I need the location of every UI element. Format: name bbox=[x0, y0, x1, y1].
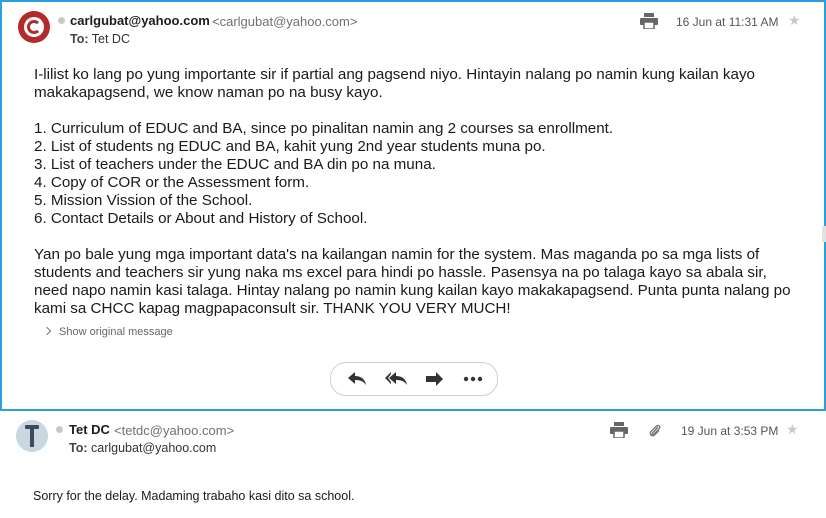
list-item: 3. List of teachers under the EDUC and BA din po na muna. bbox=[34, 156, 436, 173]
more-icon[interactable] bbox=[461, 369, 485, 389]
body-closing: Yan po bale yung mga important data's na kailangan namin for the system. Mas maganda po sa mga lists of students and teachers sir yung naka ms excel para hindi po hassle. Pasensya na po talaga kayo sa abala sir, need napo namin kasi talaga. Hintay nalang po namin kung kailan kayo makakapagsend. Punta punta nalang po kami sa CHCC kapag magpapaconsult sir. THANK YOU VERY MUCH! bbox=[34, 246, 791, 317]
scrollbar[interactable] bbox=[822, 226, 826, 242]
status-dot bbox=[58, 17, 65, 24]
paperclip-icon[interactable] bbox=[648, 423, 662, 444]
body-intro: I-lilist ko lang po yung importante sir if partial ang pagsend niyo. Hintayin nalang po namin kung kailan kayo makakapagsend, we know naman po na busy kayo. bbox=[34, 66, 755, 101]
list-item: 2. List of students ng EDUC and BA, kahit yung 2nd year students muna po. bbox=[34, 138, 546, 155]
star-icon[interactable]: ★ bbox=[788, 12, 801, 28]
show-original-label: Show original message bbox=[59, 326, 173, 338]
message-body bbox=[34, 66, 794, 318]
message-date: 19 Jun at 3:53 PM bbox=[681, 424, 779, 438]
to-label: To: bbox=[69, 441, 88, 455]
printer-icon[interactable] bbox=[640, 13, 658, 34]
star-icon[interactable]: ★ bbox=[786, 421, 799, 437]
recipient-line bbox=[69, 441, 216, 455]
sender-email: <tetdc@yahoo.com> bbox=[114, 423, 235, 438]
sender-avatar bbox=[18, 11, 50, 43]
message-actions-bar bbox=[330, 362, 498, 396]
list-item: 5. Mission Vission of the School. bbox=[34, 192, 253, 209]
recipient-line bbox=[70, 32, 130, 46]
show-original-link[interactable] bbox=[44, 326, 173, 338]
sender-avatar bbox=[16, 420, 48, 452]
status-dot bbox=[56, 426, 63, 433]
sender-email: <carlgubat@yahoo.com> bbox=[212, 14, 358, 29]
forward-icon[interactable] bbox=[423, 369, 447, 389]
to-label: To: bbox=[70, 32, 89, 46]
reply-icon[interactable] bbox=[345, 369, 369, 389]
sender-name[interactable]: carlgubat@yahoo.com bbox=[70, 13, 210, 28]
reply-all-icon[interactable] bbox=[383, 369, 409, 389]
list-item: 4. Copy of COR or the Assessment form. bbox=[34, 174, 310, 191]
message-body: Sorry for the delay. Madaming trabaho kasi dito sa school. bbox=[33, 489, 355, 503]
message-date: 16 Jun at 11:31 AM bbox=[676, 15, 779, 29]
recipient-name[interactable]: carlgubat@yahoo.com bbox=[91, 441, 217, 455]
list-item: 1. Curriculum of EDUC and BA, since po pinalitan namin ang 2 courses sa enrollment. bbox=[34, 120, 614, 137]
sender-name[interactable]: Tet DC bbox=[69, 422, 110, 437]
printer-icon[interactable] bbox=[610, 422, 628, 443]
list-item: 6. Contact Details or About and History of School. bbox=[34, 210, 368, 227]
recipient-name[interactable]: Tet DC bbox=[91, 32, 130, 46]
chevron-right-icon bbox=[43, 327, 51, 335]
